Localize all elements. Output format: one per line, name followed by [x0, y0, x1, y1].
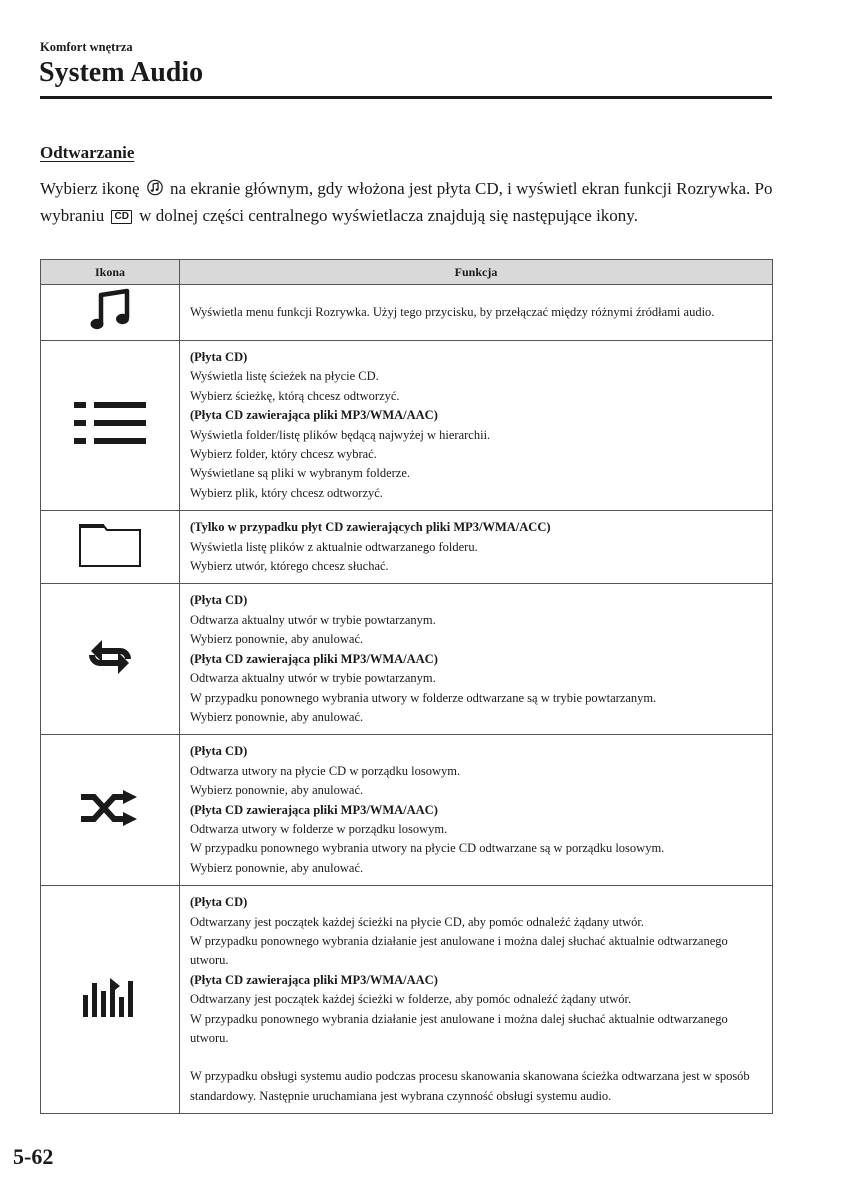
row-subheading: (Płyta CD zawierająca pliki MP3/WMA/AAC) [190, 651, 438, 666]
row-text: Wyświetlane są pliki w wybranym folderze. [190, 466, 411, 481]
row-text: Wybierz utwór, którego chcesz słuchać. [190, 559, 389, 574]
row-text: Wyświetla folder/listę plików będącą najwyżej w hierarchii. [190, 427, 491, 442]
intro-paragraph [40, 176, 780, 228]
row-subheading: (Tylko w przypadku płyt CD zawierających pliki MP3/WMA/ACC) [190, 520, 551, 535]
table-header-function: Funkcja [180, 260, 773, 285]
music-note-icon [89, 320, 131, 337]
table-header-icon: Ikona [41, 260, 180, 285]
row-text: Wybierz plik, który chcesz odtworzyć. [190, 485, 383, 500]
folder-icon [79, 555, 141, 572]
table-row [41, 285, 773, 341]
page-title: System Audio [39, 57, 204, 88]
row-subheading: (Płyta CD zawierająca pliki MP3/WMA/AAC) [190, 408, 438, 423]
row-text: Odtwarza aktualny utwór w trybie powtarzanym. [190, 671, 436, 686]
row-text: Wybierz ponownie, aby anulować. [190, 709, 364, 724]
row-text: Wybierz ponownie, aby anulować. [190, 632, 364, 647]
scan-icon [83, 1004, 137, 1021]
table-row [41, 341, 773, 511]
table-row [41, 511, 773, 584]
row-text: Wybierz ponownie, aby anulować. [190, 860, 364, 875]
page-number: 5-62 [13, 1144, 54, 1169]
icon-function-table [40, 259, 773, 1114]
section-heading: Odtwarzanie [40, 143, 135, 162]
title-rule [40, 96, 772, 99]
intro-text-1: Wybierz ikonę [40, 179, 140, 198]
row-text: Odtwarza utwory w folderze w porządku losowym. [190, 821, 448, 836]
row-text: W przypadku ponownego wybrania działanie jest anulowane i można dalej słuchać aktualnie odtwarzanego utworu. [190, 933, 728, 968]
row-subheading: (Płyta CD zawierająca pliki MP3/WMA/AAC) [190, 802, 438, 817]
row-subheading: (Płyta CD zawierająca pliki MP3/WMA/AAC) [190, 972, 438, 987]
row-subheading: (Płyta CD) [190, 895, 248, 910]
row-text: Odtwarzany jest początek każdej ścieżki na płycie CD, aby pomóc odnaleźć żądany utwór. [190, 914, 644, 929]
table-row [41, 735, 773, 886]
row-text: W przypadku ponownego wybrania działanie jest anulowane i można dalej słuchać aktualnie odtwarzanego utworu. [190, 1011, 728, 1045]
section-kicker: Komfort wnętrza [40, 40, 133, 54]
row-text: Odtwarza utwory na płycie CD w porządku losowym. [190, 763, 461, 778]
row-text: Wyświetla listę ścieżek na płycie CD. [190, 369, 379, 384]
row-text: W przypadku ponownego wybrania utwory na płycie CD odtwarzane są w porządku losowym. [190, 841, 665, 856]
list-icon [74, 431, 146, 448]
table-row [41, 584, 773, 735]
table-header-row [41, 260, 773, 285]
row-text: Wybierz ścieżkę, którą chcesz odtworzyć. [190, 388, 400, 403]
row-text: Wybierz folder, który chcesz wybrać. [190, 447, 377, 462]
repeat-icon [82, 662, 138, 679]
row-spacer [190, 1048, 762, 1067]
table-row [41, 886, 773, 1114]
row-text: Wyświetla listę plików z aktualnie odtwarzanego folderu. [190, 539, 478, 554]
cd-label-icon: CD [111, 210, 131, 224]
row-text: Wyświetla menu funkcji Rozrywka. Użyj tego przycisku, by przełączać między różnymi źródłami audio. [190, 304, 715, 319]
row-text: W przypadku ponownego wybrania utwory w folderze odtwarzane są w trybie powtarzanym. [190, 690, 657, 705]
row-note: W przypadku obsługi systemu audio podczas procesu skanowania skanowana ścieżka odtwarzana jest w sposób standardowy. Następnie uruchamiana jest wybrana czynność obsługi systemu audio. [190, 1069, 750, 1103]
row-subheading: (Płyta CD) [190, 350, 248, 364]
row-text: Odtwarza aktualny utwór w trybie powtarzanym. [190, 612, 436, 627]
row-text: Odtwarzany jest początek każdej ścieżki w folderze, aby pomóc odnaleźć żądany utwór. [190, 992, 632, 1007]
shuffle-icon [80, 813, 140, 830]
row-text: Wybierz ponownie, aby anulować. [190, 783, 364, 798]
intro-text-2: na ekranie głównym, gdy włożona jest płyta CD, i wyświetl ekran funkcji Rozrywka. Po wybraniu [40, 179, 773, 225]
music-note-icon [147, 178, 163, 203]
row-subheading: (Płyta CD) [190, 744, 248, 759]
row-subheading: (Płyta CD) [190, 593, 248, 608]
intro-text-3: w dolnej części centralnego wyświetlacza znajdują się następujące ikony. [139, 206, 638, 225]
